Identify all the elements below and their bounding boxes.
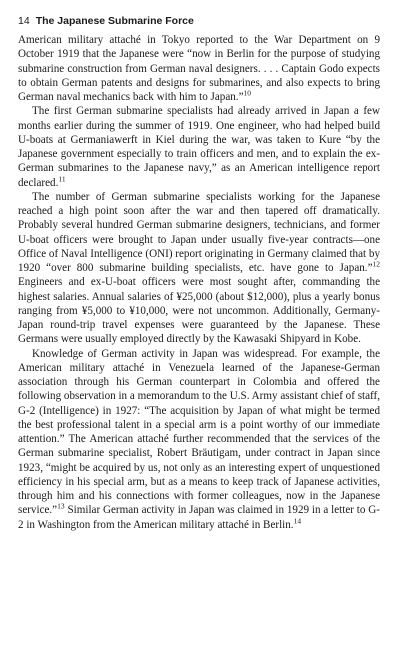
- running-head-title: The Japanese Submarine Force: [35, 15, 194, 27]
- body-text: [18, 33, 380, 532]
- footnote-marker: 14: [293, 515, 302, 525]
- paragraph-text: Knowledge of German activity in Japan was widespread. For example, the American military attaché in Venezuela learned of the Japanese-German association through his German counterpart in Colombia and offered the following observation in a memorandum to the U.S. Army assistant chief of staff, G-2 (Intelligence) in 1927: “The acquisition by Japan of what might be termed the best professional talent in a special arm is a point worthy of our immediate attention.” The American attaché further recommended that the services of the German submarine specialist, Robert Bräutigam, under contract in Japan since 1923, “might be acquired by us, not only as an interesting expert of unquestioned efficiency in his special arm, but as a means to keep track of Japanese activities, through him and his connections with former colleagues, now in the Japanese service.”: [18, 347, 380, 517]
- footnote-marker: 10: [243, 88, 251, 98]
- paragraph: [18, 33, 380, 104]
- paragraph-text-continued: Similar German activity in Japan was claimed in 1929 in a letter to G-2 in Washington from the American military attaché in Berlin.: [18, 504, 380, 531]
- paragraph-text: American military attaché in Tokyo reported to the War Department on 9 October 1919 that the Japanese were “now in Berlin for the purpose of studying submarine construction from German naval designers. . . . Captain Godo expects to obtain German patents and designs for submarines, and also expects to bring German naval mechanics back with him to Japan.”: [18, 34, 380, 103]
- page-number: 14: [18, 15, 30, 27]
- paragraph-text-continued: Engineers and ex-U-boat officers were most sought after, commanding the highest salaries. Annual salaries of ¥25,000 (about $12,000), plus a yearly bonus ranging from ¥5,000 to ¥10,000, were not uncommon. Additionally, Germany-Japan round-trip travel expenses were guaranteed by the Japanese. These Germans were usually employed directly by the Kawasaki Shipyard in Kobe.: [18, 276, 380, 346]
- footnote-marker: 11: [58, 173, 66, 183]
- paragraph: [18, 190, 380, 347]
- footnote-marker: 13: [57, 501, 65, 511]
- paragraph-text: The number of German submarine specialists working for the Japanese reached a high point soon after the war and then tapered off dramatically. Probably several hundred German submarine designers, technicians, and former U-boat officers were brought to Japan under usually five-year contracts—one Office of Naval Intelligence (ONI) report originating in Germany claimed that by 1920 “over 800 submarine building specialists, etc. have gone to Japan.”: [18, 190, 380, 274]
- paragraph: [18, 347, 380, 532]
- paragraph: [18, 104, 380, 190]
- running-head: [18, 14, 380, 28]
- paragraph-text: The first German submarine specialists had already arrived in Japan a few months earlier during the summer of 1919. One engineer, who had helped build U-boats at Germaniawerft in Kiel during the war, was taken to Kure “by the Japanese government especially to train officers and men, and to explain the ex-German submarines to the Japanese navy,” as an American intelligence report declared.: [18, 105, 380, 189]
- footnote-marker: 12: [372, 259, 380, 269]
- book-page: [18, 14, 380, 532]
